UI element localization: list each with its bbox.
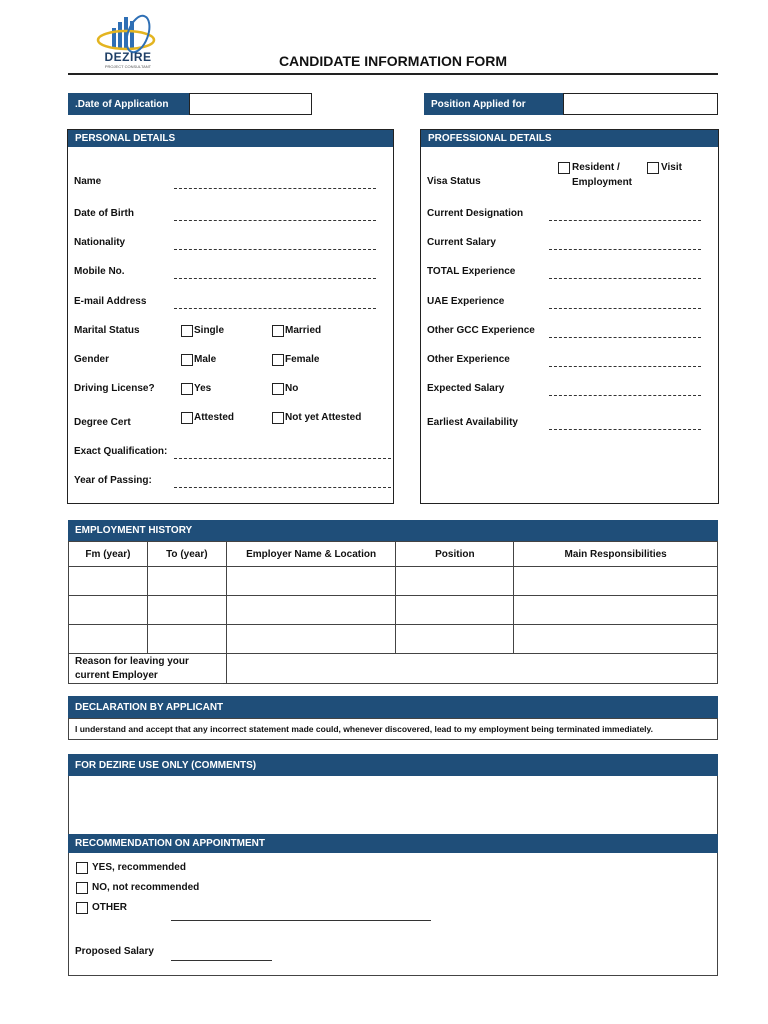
proposed-salary-label: Proposed Salary <box>75 946 154 957</box>
position-applied-field[interactable] <box>563 93 718 115</box>
license-yes-checkbox[interactable] <box>181 383 193 395</box>
other-label: OTHER <box>92 902 127 913</box>
table-cell[interactable] <box>69 596 148 625</box>
email-label: E-mail Address <box>74 296 147 307</box>
male-checkbox[interactable] <box>181 354 193 366</box>
gcc-experience-label: Other GCC Experience <box>427 325 535 336</box>
not-recommended-label: NO, not recommended <box>92 882 200 893</box>
declaration-box <box>68 718 718 740</box>
year-of-passing-field[interactable] <box>174 487 391 488</box>
nationality-label: Nationality <box>74 237 126 248</box>
table-cell[interactable] <box>514 625 718 654</box>
recommendation-box <box>68 853 718 976</box>
position-applied-label: Position Applied for <box>424 93 563 115</box>
visit-visa-label: Visit <box>661 162 682 173</box>
other-field[interactable] <box>171 920 431 921</box>
column-header: Employer Name & Location <box>226 542 396 567</box>
date-of-application-field[interactable] <box>189 93 312 115</box>
other-checkbox[interactable] <box>76 902 88 914</box>
logo-text: DEZIRE <box>104 50 152 64</box>
reason-label-line1: Reason for leaving your <box>75 655 189 667</box>
attested-checkbox[interactable] <box>181 412 193 424</box>
proposed-salary-field[interactable] <box>171 960 272 961</box>
declaration-header: DECLARATION BY APPLICANT <box>68 696 718 718</box>
current-designation-label: Current Designation <box>427 208 524 219</box>
nationality-field[interactable] <box>174 249 376 250</box>
yes-recommended-label: YES, recommended <box>92 862 186 873</box>
dob-field[interactable] <box>174 220 376 221</box>
title-rule <box>68 73 718 75</box>
table-cell[interactable] <box>396 596 514 625</box>
column-header: To (year) <box>147 542 226 567</box>
visa-status-label: Visa Status <box>427 176 481 187</box>
expected-salary-field[interactable] <box>549 395 701 396</box>
resident-visa-checkbox[interactable] <box>558 162 570 174</box>
table-cell[interactable] <box>147 596 226 625</box>
driving-license-label: Driving License? <box>74 383 155 394</box>
earliest-availability-label: Earliest Availability <box>427 417 518 428</box>
dob-label: Date of Birth <box>74 208 134 219</box>
resident-visa-label-line2: Employment <box>572 177 633 188</box>
logo-subtext: PROJECT CONSULTANT <box>104 64 152 69</box>
expected-salary-label: Expected Salary <box>427 383 505 394</box>
mobile-field[interactable] <box>174 278 376 279</box>
not-attested-checkbox[interactable] <box>272 412 284 424</box>
table-cell[interactable] <box>226 567 396 596</box>
total-experience-field[interactable] <box>549 278 701 279</box>
reason-for-leaving-field[interactable] <box>226 654 717 684</box>
yes-recommended-checkbox[interactable] <box>76 862 88 874</box>
column-header: Position <box>396 542 514 567</box>
license-no-checkbox[interactable] <box>272 383 284 395</box>
qualification-label: Exact Qualification: <box>74 446 168 457</box>
reason-for-leaving-label <box>69 654 227 684</box>
table-cell[interactable] <box>514 567 718 596</box>
current-salary-field[interactable] <box>549 249 701 250</box>
current-salary-label: Current Salary <box>427 237 496 248</box>
professional-details-header: PROFESSIONAL DETAILS <box>421 130 718 147</box>
name-label: Name <box>74 176 102 187</box>
uae-experience-label: UAE Experience <box>427 296 505 307</box>
gender-label: Gender <box>74 354 110 365</box>
form-title: CANDIDATE INFORMATION FORM <box>278 53 508 69</box>
total-experience-label: TOTAL Experience <box>427 266 516 277</box>
other-experience-field[interactable] <box>549 366 701 367</box>
male-label: Male <box>194 354 217 365</box>
name-field[interactable] <box>174 188 376 189</box>
resident-visa-label-line1: Resident / <box>572 162 620 173</box>
personal-details-section <box>67 129 394 504</box>
mobile-label: Mobile No. <box>74 266 125 277</box>
column-header: Fm (year) <box>69 542 148 567</box>
marital-status-label: Marital Status <box>74 325 140 336</box>
degree-cert-label: Degree Cert <box>74 417 131 428</box>
female-label: Female <box>285 354 320 365</box>
table-header-row <box>69 542 718 567</box>
table-cell[interactable] <box>147 567 226 596</box>
single-label: Single <box>194 325 225 336</box>
license-yes-label: Yes <box>194 383 212 394</box>
single-checkbox[interactable] <box>181 325 193 337</box>
married-label: Married <box>285 325 322 336</box>
female-checkbox[interactable] <box>272 354 284 366</box>
table-cell[interactable] <box>147 625 226 654</box>
not-recommended-checkbox[interactable] <box>76 882 88 894</box>
not-attested-label: Not yet Attested <box>285 412 362 423</box>
employment-history-table <box>68 541 718 684</box>
gcc-experience-field[interactable] <box>549 337 701 338</box>
email-field[interactable] <box>174 308 376 309</box>
other-experience-label: Other Experience <box>427 354 510 365</box>
married-checkbox[interactable] <box>272 325 284 337</box>
table-cell[interactable] <box>226 596 396 625</box>
reason-label-line2: current Employer <box>75 669 158 681</box>
professional-details-section <box>420 129 719 504</box>
date-of-application-label: .Date of Application <box>68 93 189 115</box>
comments-field[interactable] <box>68 776 718 834</box>
license-no-label: No <box>285 383 299 394</box>
employment-history-header: EMPLOYMENT HISTORY <box>68 520 718 541</box>
year-of-passing-label: Year of Passing: <box>74 475 152 486</box>
table-cell[interactable] <box>226 625 396 654</box>
table-row <box>69 567 718 596</box>
column-header: Main Responsibilities <box>514 542 718 567</box>
recommendation-header: RECOMMENDATION ON APPOINTMENT <box>68 834 718 853</box>
table-cell[interactable] <box>396 567 514 596</box>
declaration-text: I understand and accept that any incorrect statement made could, whenever discovered, lead to my employment being terminated immediately. <box>75 724 653 734</box>
uae-experience-field[interactable] <box>549 308 701 309</box>
comments-header: FOR DEZIRE USE ONLY (COMMENTS) <box>68 754 718 776</box>
table-cell[interactable] <box>396 625 514 654</box>
personal-details-header: PERSONAL DETAILS <box>68 130 393 147</box>
table-cell[interactable] <box>69 567 148 596</box>
reason-for-leaving-row <box>69 654 718 684</box>
visit-visa-checkbox[interactable] <box>647 162 659 174</box>
current-designation-field[interactable] <box>549 220 701 221</box>
attested-label: Attested <box>194 412 235 423</box>
qualification-field[interactable] <box>174 458 391 459</box>
table-row <box>69 596 718 625</box>
table-cell[interactable] <box>69 625 148 654</box>
table-row <box>69 625 718 654</box>
table-cell[interactable] <box>514 596 718 625</box>
earliest-availability-field[interactable] <box>549 429 701 430</box>
